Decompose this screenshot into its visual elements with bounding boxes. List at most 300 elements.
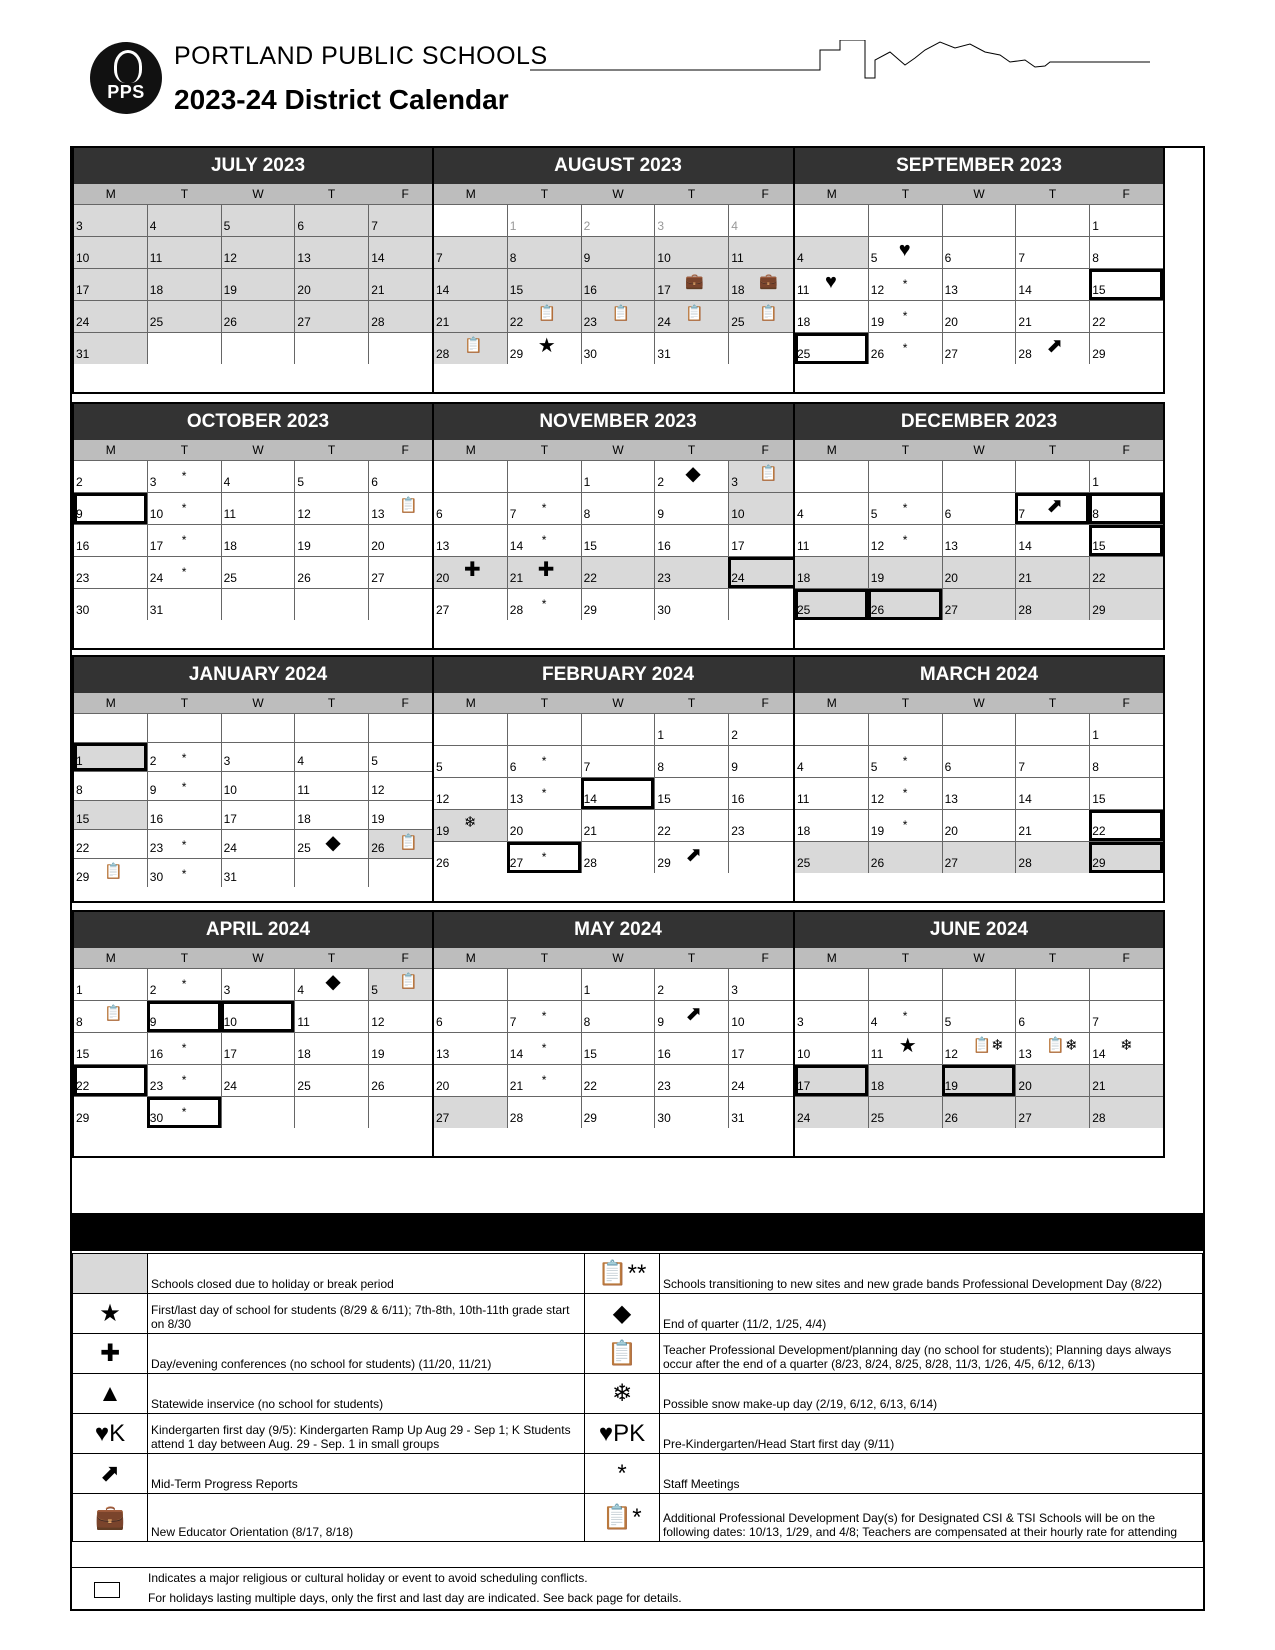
weekday-label: M	[465, 951, 476, 965]
month-september-2023	[793, 146, 1165, 394]
day-number: 21	[583, 824, 597, 838]
pps-logo	[90, 42, 162, 114]
day-cell	[74, 969, 147, 1000]
weekday-label: T	[327, 187, 336, 201]
month-title: AUGUST 2023	[434, 148, 802, 184]
day-cell	[1015, 778, 1089, 809]
day-cell	[1015, 810, 1089, 841]
day-cell	[654, 237, 728, 268]
day-number: 19	[870, 824, 885, 838]
day-cell	[74, 493, 147, 524]
week-row	[795, 300, 1163, 332]
briefcase-icon: 💼	[759, 273, 778, 290]
day-number: 29	[1092, 347, 1106, 361]
day-cell	[1089, 205, 1163, 236]
week-row	[795, 524, 1163, 556]
day-number: 3	[223, 983, 231, 997]
day-cell	[795, 1097, 868, 1128]
day-cell	[581, 810, 655, 841]
day-number: 31	[223, 870, 237, 884]
day-cell	[147, 205, 221, 236]
month-may-2024	[432, 910, 804, 1158]
day-cell	[434, 461, 507, 492]
week-row	[74, 829, 442, 858]
day-cell	[795, 269, 868, 300]
day-number: 23	[657, 1079, 671, 1093]
day-cell	[74, 301, 147, 332]
day-cell	[654, 589, 728, 620]
week-row	[795, 777, 1163, 809]
day-number: 28	[509, 603, 524, 617]
day-cell	[1089, 557, 1163, 588]
week-row	[795, 556, 1163, 588]
week-row	[434, 841, 802, 873]
weekday-label: T	[1048, 696, 1057, 710]
day-number: 22	[583, 1079, 597, 1093]
day-number: 8	[1092, 507, 1099, 521]
day-number: 11	[223, 507, 237, 521]
day-number: 20	[436, 1079, 450, 1093]
flame-icon	[114, 50, 142, 83]
day-cell	[581, 461, 655, 492]
staff-meeting-icon: *	[902, 786, 908, 800]
footer-line-1: Indicates a major religious or cultural holiday or event to avoid scheduling conflicts.	[148, 1571, 588, 1585]
day-cell	[654, 746, 728, 777]
day-cell	[74, 269, 147, 300]
month-title: FEBRUARY 2024	[434, 657, 802, 693]
day-cell	[795, 589, 868, 620]
day-cell	[294, 237, 368, 268]
day-number: 17	[223, 1047, 237, 1061]
day-cell	[368, 589, 442, 620]
week-row	[795, 204, 1163, 236]
day-number: 1	[583, 475, 591, 489]
day-cell	[868, 557, 942, 588]
day-number: 28	[1018, 347, 1032, 361]
day-number: 9	[149, 1015, 157, 1029]
day-cell	[147, 772, 221, 800]
staff-meeting-icon: *	[181, 1041, 187, 1055]
day-cell	[728, 1033, 802, 1064]
legend-text: Day/evening conferences (no school for students) (11/20, 11/21)	[148, 1334, 585, 1374]
day-cell	[294, 801, 368, 829]
day-number: 17	[223, 812, 237, 826]
weekday-label: M	[826, 443, 837, 457]
day-number: 20	[297, 283, 311, 297]
day-number: 2	[149, 754, 157, 768]
day-cell	[294, 557, 368, 588]
day-cell	[507, 237, 581, 268]
day-number: 9	[731, 760, 738, 774]
day-number: 5	[371, 983, 378, 997]
month-grid	[434, 713, 802, 873]
day-number: 26	[223, 315, 237, 329]
day-cell	[795, 1001, 868, 1032]
day-number: 11	[149, 251, 163, 265]
day-cell	[868, 969, 942, 1000]
logo-text: PPS	[107, 82, 145, 102]
day-number: 19	[436, 824, 450, 838]
weekday-label: T	[687, 187, 696, 201]
day-number: 16	[149, 812, 164, 826]
legend-text: Statewide inservice (no school for students)	[148, 1374, 585, 1414]
day-number: 15	[583, 539, 597, 553]
legend-icon: 💼	[73, 1494, 148, 1542]
day-cell	[1015, 842, 1089, 873]
day-cell	[1089, 746, 1163, 777]
staff-meeting-icon: *	[181, 780, 187, 794]
pd-icon: 📋	[399, 834, 418, 851]
day-cell	[221, 525, 295, 556]
day-cell	[942, 493, 1016, 524]
day-cell	[368, 969, 442, 1000]
day-cell	[368, 205, 442, 236]
weekday-label: M	[465, 187, 476, 201]
week-row	[434, 968, 802, 1000]
day-cell	[868, 1097, 942, 1128]
weekday-label: T	[901, 951, 910, 965]
week-row	[434, 556, 802, 588]
weekday-label: F	[761, 951, 769, 965]
day-cell	[221, 589, 295, 620]
day-number: 12	[870, 283, 885, 297]
weekday-label: F	[401, 951, 409, 965]
day-cell	[507, 1097, 581, 1128]
staff-meeting-icon: *	[902, 277, 908, 291]
week-row	[74, 492, 442, 524]
day-cell	[795, 778, 868, 809]
day-cell	[942, 1033, 1016, 1064]
day-number: 17	[149, 539, 164, 553]
day-cell	[1089, 461, 1163, 492]
weekday-label: T	[327, 951, 336, 965]
day-cell	[868, 525, 942, 556]
day-number: 8	[583, 507, 591, 521]
day-number: 12	[297, 507, 311, 521]
day-number: 26	[870, 347, 885, 361]
weekday-label: M	[105, 187, 116, 201]
month-july-2023	[72, 146, 444, 394]
weekday-label: F	[761, 187, 769, 201]
day-cell	[507, 589, 581, 620]
pd2-icon: 📋	[537, 305, 557, 322]
day-cell	[294, 589, 368, 620]
week-row	[434, 713, 802, 745]
weekday-label: T	[901, 696, 910, 710]
week-row	[74, 236, 442, 268]
day-cell	[147, 1097, 221, 1128]
day-cell	[942, 525, 1016, 556]
day-cell	[868, 778, 942, 809]
day-number: 14	[509, 1047, 524, 1061]
day-number: 26	[870, 603, 885, 617]
day-number: 15	[509, 283, 524, 297]
day-cell	[221, 1097, 295, 1128]
legend-row	[73, 1334, 1203, 1374]
day-cell	[74, 557, 147, 588]
day-number: 24	[797, 1111, 811, 1125]
day-cell	[507, 1033, 581, 1064]
day-cell	[795, 525, 868, 556]
day-cell	[868, 461, 942, 492]
week-row	[434, 460, 802, 492]
day-number: 8	[509, 251, 517, 265]
day-cell	[942, 1097, 1016, 1128]
staff-meeting-icon: *	[181, 501, 187, 515]
month-title: DECEMBER 2023	[795, 404, 1163, 440]
day-cell	[507, 269, 581, 300]
day-number: 10	[797, 1047, 811, 1061]
pdstar-icon: 📋	[399, 497, 418, 514]
day-number: 10	[223, 783, 237, 797]
day-number: 20	[944, 315, 958, 329]
day-number: 12	[870, 539, 885, 553]
weekday-label: F	[1122, 187, 1130, 201]
weekday-label: T	[540, 696, 549, 710]
day-cell	[147, 269, 221, 300]
holiday-box-icon	[94, 1582, 120, 1598]
day-number: 9	[76, 507, 83, 521]
day-cell	[147, 830, 221, 858]
day-cell	[1089, 301, 1163, 332]
day-number: 20	[436, 571, 450, 585]
day-cell	[654, 461, 728, 492]
day-cell	[728, 746, 802, 777]
weekday-label: W	[252, 187, 264, 201]
legend-icon: *	[585, 1454, 660, 1494]
day-number: 18	[297, 812, 311, 826]
day-number: 13	[944, 539, 958, 553]
day-number: 18	[297, 1047, 311, 1061]
week-row	[74, 1096, 442, 1128]
month-title: OCTOBER 2023	[74, 404, 442, 440]
day-number: 5	[870, 251, 878, 265]
day-number: 5	[944, 1015, 952, 1029]
weekday-label: M	[826, 187, 837, 201]
week-row	[434, 236, 802, 268]
staff-meeting-icon: *	[541, 754, 547, 768]
arrow-icon: ⬈	[1046, 495, 1064, 517]
day-cell	[434, 525, 507, 556]
day-number: 15	[76, 1047, 90, 1061]
day-cell	[942, 714, 1016, 745]
day-number: 27	[297, 315, 311, 329]
week-row	[795, 841, 1163, 873]
staff-meeting-icon: *	[181, 469, 187, 483]
day-number: 2	[76, 475, 83, 489]
day-cell	[581, 1097, 655, 1128]
day-cell	[942, 301, 1016, 332]
legend-text: Staff Meetings	[660, 1454, 1203, 1494]
day-cell	[294, 859, 368, 887]
month-title: MAY 2024	[434, 912, 802, 948]
week-row	[795, 1064, 1163, 1096]
day-cell	[74, 772, 147, 800]
day-number: 6	[436, 1015, 443, 1029]
cross-icon: ✚	[464, 559, 481, 581]
legend-text: New Educator Orientation (8/17, 8/18)	[148, 1494, 585, 1542]
day-number: 1	[583, 983, 591, 997]
staff-meeting-icon: *	[902, 818, 908, 832]
day-number: 12	[944, 1047, 958, 1061]
weekday-label: T	[180, 951, 189, 965]
day-cell	[507, 778, 581, 809]
legend-text: Teacher Professional Development/planning day (no school for students); Planning days always occur after the end of a quarter (8/23, 8/24, 8/25, 8/28, 11/3, 1/26, 4/5, 6/12, 6/13)	[660, 1334, 1203, 1374]
day-cell	[147, 461, 221, 492]
staff-meeting-icon: *	[902, 341, 908, 355]
staff-meeting-icon: *	[541, 501, 547, 515]
weekday-label: T	[327, 696, 336, 710]
day-cell	[1015, 301, 1089, 332]
week-row	[434, 809, 802, 841]
day-cell	[868, 842, 942, 873]
day-cell	[221, 859, 295, 887]
day-number: 9	[657, 507, 665, 521]
day-cell	[74, 461, 147, 492]
day-cell	[507, 1065, 581, 1096]
week-row	[795, 713, 1163, 745]
week-row	[795, 236, 1163, 268]
day-number: 27	[944, 856, 958, 870]
day-number: 28	[371, 315, 385, 329]
day-number: 13	[944, 792, 958, 806]
staff-meeting-icon: *	[541, 597, 547, 611]
weekday-label: T	[901, 187, 910, 201]
day-cell	[507, 557, 581, 588]
day-number: 27	[1018, 1111, 1032, 1125]
day-cell	[221, 205, 295, 236]
day-cell	[294, 1033, 368, 1064]
day-cell	[942, 557, 1016, 588]
month-grid	[434, 204, 802, 364]
weekday-label: M	[105, 951, 116, 965]
day-cell	[942, 205, 1016, 236]
weekday-label: T	[1048, 187, 1057, 201]
month-title: NOVEMBER 2023	[434, 404, 802, 440]
day-number: 31	[149, 603, 164, 617]
day-number: 25	[797, 347, 811, 361]
day-cell	[728, 969, 802, 1000]
day-cell	[728, 810, 802, 841]
day-number: 13	[1018, 1047, 1032, 1061]
heartpk-icon: ♥	[825, 271, 837, 293]
day-cell	[1089, 589, 1163, 620]
weekday-label: F	[761, 696, 769, 710]
weekday-header	[434, 440, 802, 460]
day-number: 26	[371, 1079, 385, 1093]
week-row	[74, 1000, 442, 1032]
weekday-label: T	[1048, 951, 1057, 965]
day-number: 18	[797, 315, 811, 329]
day-number: 2	[149, 983, 157, 997]
weekday-header	[434, 184, 802, 204]
day-number: 16	[657, 539, 671, 553]
day-number: 11	[870, 1047, 884, 1061]
day-cell	[147, 743, 221, 771]
day-number: 29	[1092, 856, 1106, 870]
weekday-label: W	[973, 951, 985, 965]
day-number: 21	[1092, 1079, 1106, 1093]
day-cell	[147, 1001, 221, 1032]
day-cell	[581, 778, 655, 809]
day-number: 19	[297, 539, 311, 553]
briefcase-icon: 💼	[685, 273, 705, 290]
day-number: 18	[149, 283, 164, 297]
legend-text: Schools closed due to holiday or break period	[148, 1254, 585, 1294]
weekday-header	[74, 948, 442, 968]
day-cell	[942, 746, 1016, 777]
day-cell	[294, 525, 368, 556]
day-number: 23	[583, 315, 597, 329]
day-cell	[581, 525, 655, 556]
day-cell	[581, 269, 655, 300]
weekday-label: F	[401, 187, 409, 201]
day-number: 26	[870, 856, 885, 870]
weekday-label: M	[465, 443, 476, 457]
weekday-header	[795, 440, 1163, 460]
day-cell	[507, 525, 581, 556]
month-april-2024	[72, 910, 444, 1158]
day-cell	[1015, 1065, 1089, 1096]
day-cell	[795, 461, 868, 492]
week-row	[795, 588, 1163, 620]
legend-text: End of quarter (11/2, 1/25, 4/4)	[660, 1294, 1203, 1334]
staff-meeting-icon: *	[181, 565, 187, 579]
day-number: 30	[149, 870, 164, 884]
day-number: 14	[436, 283, 450, 297]
weekday-label: M	[105, 696, 116, 710]
day-number: 15	[1092, 792, 1106, 806]
day-cell	[728, 461, 802, 492]
day-number: 2	[657, 475, 665, 489]
day-number: 21	[1018, 824, 1032, 838]
day-cell	[1089, 1097, 1163, 1128]
day-cell	[294, 1065, 368, 1096]
pd-icon: 📋	[464, 337, 483, 354]
day-number: 21	[509, 571, 524, 585]
day-number: 3	[797, 1015, 804, 1029]
day-cell	[74, 801, 147, 829]
day-number: 26	[297, 571, 311, 585]
day-number: 28	[583, 856, 597, 870]
weekday-header	[434, 948, 802, 968]
month-title: APRIL 2024	[74, 912, 442, 948]
day-number: 15	[657, 792, 671, 806]
day-cell	[942, 461, 1016, 492]
staff-meeting-icon: *	[181, 1073, 187, 1087]
day-cell	[294, 333, 368, 364]
day-number: 24	[223, 841, 237, 855]
day-number: 1	[76, 983, 83, 997]
star-icon: ★	[537, 335, 556, 357]
day-cell	[368, 801, 442, 829]
day-number: 1	[1092, 728, 1099, 742]
day-number: 8	[583, 1015, 591, 1029]
day-cell	[434, 269, 507, 300]
day-number: 24	[731, 1079, 745, 1093]
day-number: 11	[731, 251, 744, 265]
day-number: 17	[731, 1047, 745, 1061]
day-number: 4	[797, 507, 804, 521]
day-cell	[147, 237, 221, 268]
legend-row	[73, 1254, 1203, 1294]
day-number: 25	[297, 841, 311, 855]
day-number: 15	[1092, 283, 1106, 297]
day-number: 14	[1018, 792, 1032, 806]
day-number: 20	[944, 571, 958, 585]
day-cell	[294, 714, 368, 742]
day-number: 6	[1018, 1015, 1026, 1029]
